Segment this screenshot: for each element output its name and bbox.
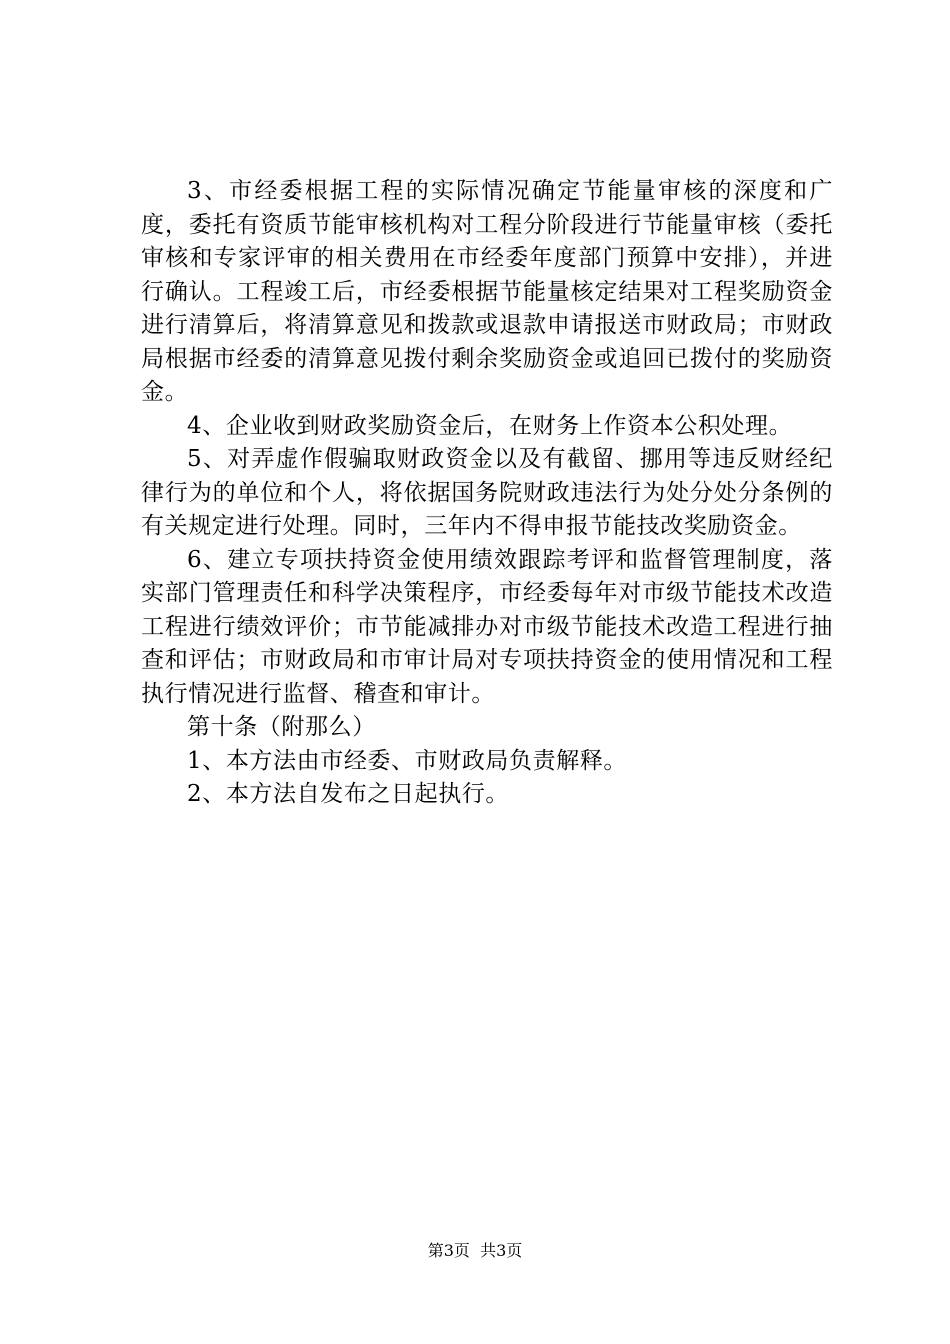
- paragraph-article-ten-1: 1、本方法由市经委、市财政局负责解释。: [187, 747, 628, 774]
- page-footer: [0, 1241, 950, 1261]
- article-ten-heading: 第十条（附那么）: [187, 714, 376, 740]
- paragraph-clause-3: 3、市经委根据工程的实际情况确定节能量审核的深度和广度，委托有资质节能审核机构对工程分阶段进行节能量审核（委托审核和专家评审的相关费用在市经委年度部门预算中安排），并进行确认。工程竣工后，市经委根据节能量核定结果对工程奖励资金进行清算后，将清算意见和拨款或退款申请报送市财政局；市财政局根据市经委的清算意见拨付剩余奖励资金或追回已拨付的奖励资金。: [141, 178, 833, 405]
- document-body: [141, 175, 833, 812]
- page-number: 第3页 共3页: [427, 1241, 523, 1260]
- paragraph-clause-4: 4、企业收到财政奖励资金后，在财务上作资本公积处理。: [187, 412, 793, 439]
- paragraph-clause-6: 6、建立专项扶持资金使用绩效跟踪考评和监督管理制度，落实部门管理责任和科学决策程序，市经委每年对市级节能技术改造工程进行绩效评价；市节能减排办对市级节能技术改造工程进行抽查和评估；市财政局和市审计局对专项扶持资金的使用情况和工程执行情况进行监督、稽查和审计。: [141, 546, 833, 707]
- paragraph-article-ten-2: 2、本方法自发布之日起执行。: [187, 781, 510, 807]
- paragraph-clause-5: 5、对弄虚作假骗取财政资金以及有截留、挪用等违反财经纪律行为的单位和个人，将依据国务院财政违法行为处分处分条例的有关规定进行处理。同时，三年内不得申报节能技改奖励资金。: [141, 446, 833, 539]
